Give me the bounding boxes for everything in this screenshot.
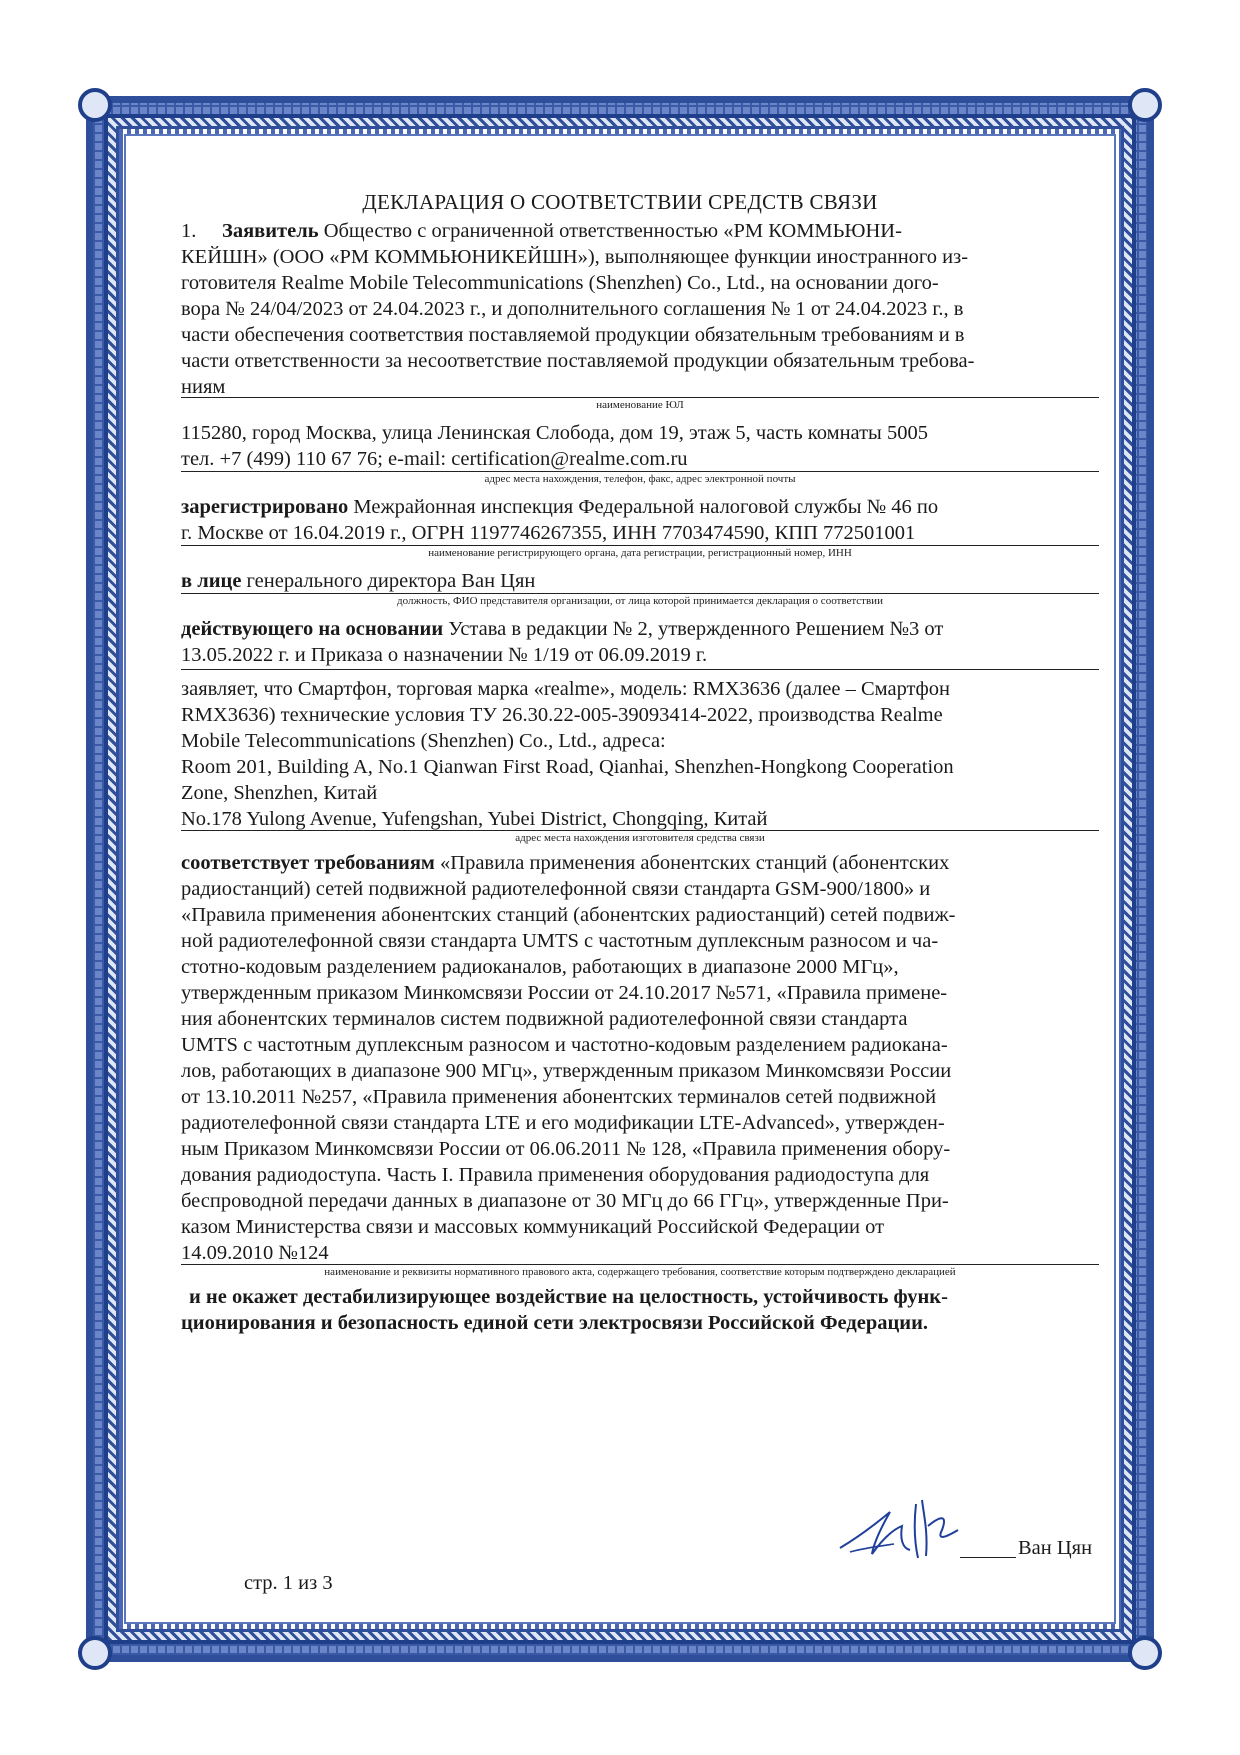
applicant-line: ниям [181, 376, 226, 398]
representative-text: генерального директора Ван Цян [241, 570, 536, 592]
representative-caption: должность, ФИО представителя организации, от лица которой принимается декларация о соответствии [397, 595, 883, 607]
basis-text: Устава в редакции № 2, утвержденного Решением №3 от [443, 618, 944, 640]
address-caption: адрес места нахождения, телефон, факс, адрес электронной почты [484, 473, 796, 485]
compliance-label: соответствует требованиям [181, 852, 435, 874]
compliance-line: UMTS с частотным дуплексным разносом и частотно-кодовым разделением радиокана- [181, 1034, 948, 1056]
applicant-caption: наименование ЮЛ [596, 399, 684, 411]
section-number: 1. [181, 220, 197, 242]
field-underline [181, 1264, 1099, 1265]
compliance-line: от 13.10.2011 №257, «Правила применения абонентских терминалов сетей подвижной [181, 1086, 937, 1108]
page-number: стр. 1 из 3 [244, 1572, 333, 1594]
declares-line: Mobile Telecommunications (Shenzhen) Co., Ltd., адреса: [181, 730, 666, 752]
field-underline [181, 593, 1099, 594]
declares-first-line [181, 676, 1099, 702]
field-underline [181, 545, 1099, 546]
declares-label: заявляет, [181, 678, 259, 700]
declares-text: что Смартфон, торговая марка «realme», модель: RMX3636 (далее – Смартфон [258, 678, 951, 700]
manufacturer-address-line: No.178 Yulong Avenue, Yufengshan, Yubei District, Chongqing, Китай [181, 808, 768, 830]
representative-line [181, 568, 1099, 594]
registration-first-line [181, 494, 1099, 520]
compliance-line: стотно-кодовым разделением радиоканалов, работающих в диапазоне 2000 МГц», [181, 956, 899, 978]
basis-line: 13.05.2022 г. и Приказа о назначении № 1/19 от 06.09.2019 г. [181, 644, 708, 666]
signatory-name: Ван Цян [1018, 1537, 1093, 1559]
applicant-line: части обеспечения соответствия поставляемой продукции обязательным требованиям и в [181, 324, 965, 346]
applicant-first-line [181, 218, 1099, 244]
compliance-line: «Правила применения абонентских станций (абонентских радиостанций) сетей подвиж- [181, 904, 956, 926]
compliance-line: радиотелефонной связи стандарта LTE и его модификации LTE-Advanced», утвержден- [181, 1112, 945, 1134]
compliance-text: «Правила применения абонентских станций (абонентских [434, 852, 950, 874]
declares-line: RMX3636) технические условия ТУ 26.30.22-005-39093414-2022, производства Realme [181, 704, 943, 726]
applicant-line: КЕЙШН» (ООО «РМ КОММЬЮНИКЕЙШН»), выполняющее функции иностранного из- [181, 246, 969, 268]
contacts-line: тел. +7 (499) 110 67 76; e-mail: certification@realme.com.ru [181, 448, 688, 470]
basis-label: действующего на основании [181, 618, 444, 640]
handwritten-signature-icon [830, 1486, 980, 1566]
document-title: ДЕКЛАРАЦИЯ О СООТВЕТСТВИИ СРЕДСТВ СВЯЗИ [362, 190, 878, 214]
applicant-line: готовителя Realme Mobile Telecommunications (Shenzhen) Co., Ltd., на основании дого- [181, 272, 939, 294]
corner-ornament-icon [78, 1636, 112, 1670]
applicant-line: части ответственности за несоответствие поставляемой продукции обязательным требова- [181, 350, 975, 372]
signature-underline [960, 1557, 1016, 1558]
compliance-line: ной радиотелефонной связи стандарта UMTS с частотным дуплексным разносом и ча- [181, 930, 939, 952]
compliance-line: казом Министерства связи и массовых коммуникаций Российской Федерации от [181, 1216, 885, 1238]
compliance-line: утвержденным приказом Минкомсвязи России от 24.10.2017 №571, «Правила примене- [181, 982, 948, 1004]
corner-ornament-icon [1128, 88, 1162, 122]
applicant-label: Заявитель [222, 220, 319, 242]
compliance-line: ния абонентских терминалов систем подвижной радиотелефонной связи стандарта [181, 1008, 908, 1030]
compliance-line: беспроводной передачи данных в диапазоне от 30 МГц до 66 ГГц», утвержденные При- [181, 1190, 949, 1212]
compliance-line: 14.09.2010 №124 [181, 1242, 329, 1264]
compliance-first-line [181, 850, 1099, 876]
corner-ornament-icon [78, 88, 112, 122]
manufacturer-address-line: Room 201, Building A, No.1 Qianwan First Road, Qianhai, Shenzhen-Hongkong Cooperation [181, 756, 954, 778]
address-line: 115280, город Москва, улица Ленинская Слобода, дом 19, этаж 5, часть комнаты 5005 [181, 422, 928, 444]
conclusion-line: ционирования и безопасность единой сети электросвязи Российской Федерации. [181, 1312, 929, 1334]
compliance-line: лов, работающих в диапазоне 900 МГц», утвержденным приказом Минкомсвязи России [181, 1060, 952, 1082]
compliance-line: ным Приказом Минкомсвязи России от 06.06.2011 № 128, «Правила применения обору- [181, 1138, 951, 1160]
compliance-caption: наименование и реквизиты нормативного правового акта, содержащего требования, соответствие которым подтверждено декларацией [324, 1266, 956, 1278]
manufacturer-address-caption: адрес места нахождения изготовителя средства связи [515, 832, 765, 844]
field-underline [181, 669, 1099, 670]
registration-text: Межрайонная инспекция Федеральной налоговой службы № 46 по [348, 496, 939, 518]
conclusion-line: и не окажет дестабилизирующее воздействие на целостность, устойчивость функ- [189, 1286, 948, 1308]
compliance-line: дования радиодоступа. Часть I. Правила применения оборудования радиодоступа для [181, 1164, 930, 1186]
applicant-line: вора № 24/04/2023 от 24.04.2023 г., и дополнительного соглашения № 1 от 24.04.2023 г., в [181, 298, 964, 320]
field-underline [181, 471, 1099, 472]
compliance-line: радиостанций) сетей подвижной радиотелефонной связи стандарта GSM-900/1800» и [181, 878, 931, 900]
field-underline [181, 397, 1099, 398]
basis-first-line [181, 616, 1099, 642]
representative-label: в лице [181, 570, 242, 592]
corner-ornament-icon [1128, 1636, 1162, 1670]
registration-line: г. Москве от 16.04.2019 г., ОГРН 1197746267355, ИНН 7703474590, КПП 772501001 [181, 522, 916, 544]
field-underline [181, 830, 1099, 831]
manufacturer-address-line: Zone, Shenzhen, Китай [181, 782, 378, 804]
applicant-text: Общество с ограниченной ответственностью «РМ КОММЬЮНИ- [318, 220, 902, 242]
registration-label: зарегистрировано [181, 496, 349, 518]
registration-caption: наименование регистрирующего органа, дата регистрации, регистрационный номер, ИНН [428, 547, 852, 559]
